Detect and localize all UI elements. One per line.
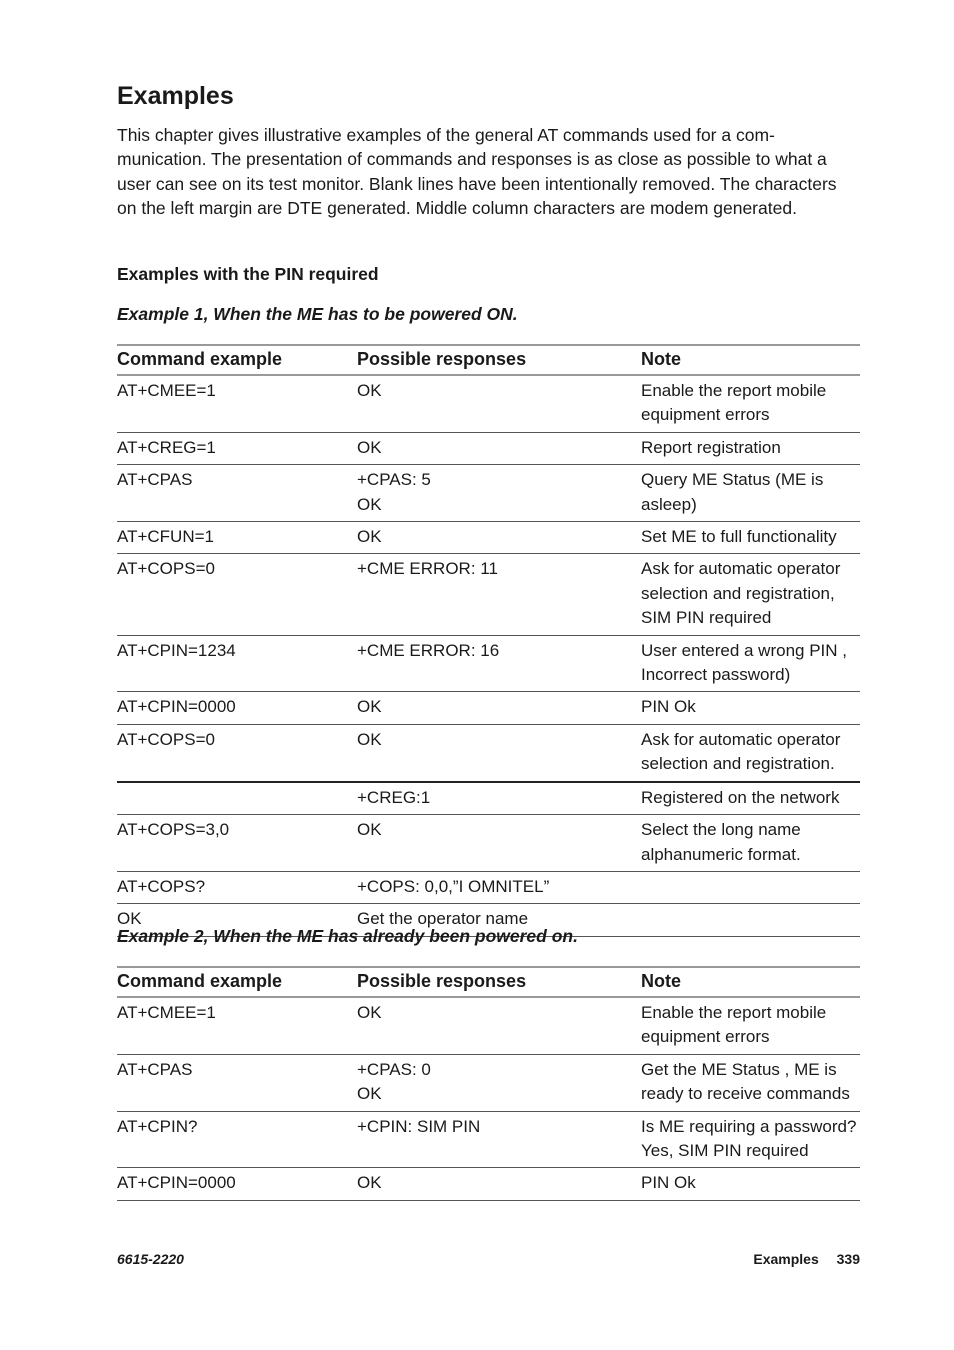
- table-row: [117, 432, 860, 464]
- command-cell: AT+CPIN?: [117, 1111, 357, 1168]
- table-row: [117, 871, 860, 903]
- response-cell: +CME ERROR: 16: [357, 635, 641, 692]
- column-header: Command example: [117, 967, 357, 997]
- table-row: [117, 1111, 860, 1168]
- table-header-row: [117, 345, 860, 375]
- example1-table: [117, 344, 860, 937]
- response-cell: OK: [357, 815, 641, 872]
- note-cell: Enable the report mobile equipment errors: [641, 997, 860, 1054]
- command-cell: AT+CPAS: [117, 1054, 357, 1111]
- example2-caption: Example 2, When the ME has already been powered on.: [117, 926, 578, 946]
- note-cell: Query ME Status (ME is asleep): [641, 465, 860, 522]
- note-cell: Select the long name alphanumeric format.: [641, 815, 860, 872]
- command-cell: AT+CMEE=1: [117, 375, 357, 432]
- response-cell: OK: [357, 432, 641, 464]
- command-cell: AT+CPIN=0000: [117, 1168, 357, 1200]
- table-row: [117, 782, 860, 815]
- example1-caption: Example 1, When the ME has to be powered ON.: [117, 304, 518, 324]
- command-cell: AT+COPS=0: [117, 554, 357, 635]
- response-cell: +CME ERROR: 11: [357, 554, 641, 635]
- table-row: [117, 1054, 860, 1111]
- table-row: [117, 1168, 860, 1200]
- command-cell: AT+CFUN=1: [117, 522, 357, 554]
- response-cell: OK: [357, 997, 641, 1054]
- response-cell: OK: [357, 375, 641, 432]
- footer-right: [739, 1251, 860, 1267]
- column-header: Command example: [117, 345, 357, 375]
- note-cell: Get the ME Status , ME is ready to receive commands: [641, 1054, 860, 1111]
- table-row: [117, 997, 860, 1054]
- footer-section: Examples: [753, 1251, 819, 1267]
- response-cell: +CPIN: SIM PIN: [357, 1111, 641, 1168]
- command-cell: OK: [117, 904, 357, 936]
- section-subheading: Examples with the PIN required: [117, 264, 379, 284]
- response-cell: OK: [357, 692, 641, 724]
- response-cell: +CPAS: 5 OK: [357, 465, 641, 522]
- command-cell: AT+CREG=1: [117, 432, 357, 464]
- response-cell: OK: [357, 522, 641, 554]
- note-cell: Set ME to full functionality: [641, 522, 860, 554]
- table-row: [117, 375, 860, 432]
- table-header-row: [117, 967, 860, 997]
- note-cell: Registered on the network: [641, 782, 860, 815]
- column-header: Possible responses: [357, 345, 641, 375]
- note-cell: [641, 871, 860, 903]
- note-cell: User entered a wrong PIN , Incorrect password): [641, 635, 860, 692]
- command-cell: AT+CPIN=1234: [117, 635, 357, 692]
- command-cell: AT+COPS?: [117, 871, 357, 903]
- command-cell: [117, 782, 357, 815]
- column-header: Note: [641, 345, 860, 375]
- page-number: 339: [836, 1251, 860, 1267]
- response-cell: Get the operator name: [357, 904, 641, 936]
- note-cell: Ask for automatic operator selection and registration, SIM PIN required: [641, 554, 860, 635]
- note-cell: Is ME requiring a password? Yes, SIM PIN required: [641, 1111, 860, 1168]
- column-header: Possible responses: [357, 967, 641, 997]
- table-row: [117, 635, 860, 692]
- command-cell: AT+COPS=0: [117, 724, 357, 781]
- note-cell: [641, 904, 860, 936]
- note-cell: Ask for automatic operator selection and registration.: [641, 724, 860, 781]
- note-cell: Enable the report mobile equipment errors: [641, 375, 860, 432]
- response-cell: +COPS: 0,0,”I OMNITEL”: [357, 871, 641, 903]
- command-cell: AT+COPS=3,0: [117, 815, 357, 872]
- example2-table: [117, 966, 860, 1201]
- command-cell: AT+CMEE=1: [117, 997, 357, 1054]
- note-cell: PIN Ok: [641, 692, 860, 724]
- response-cell: +CREG:1: [357, 782, 641, 815]
- table-row: [117, 465, 860, 522]
- column-header: Note: [641, 967, 860, 997]
- table-row: [117, 692, 860, 724]
- document-code: 6615-2220: [117, 1251, 184, 1267]
- command-cell: AT+CPAS: [117, 465, 357, 522]
- table-row: [117, 815, 860, 872]
- response-cell: OK: [357, 724, 641, 781]
- response-cell: OK: [357, 1168, 641, 1200]
- page-title: Examples: [117, 82, 234, 110]
- table-row: [117, 724, 860, 781]
- response-cell: +CPAS: 0 OK: [357, 1054, 641, 1111]
- command-cell: AT+CPIN=0000: [117, 692, 357, 724]
- note-cell: Report registration: [641, 432, 860, 464]
- intro-paragraph: This chapter gives illustrative examples of the general AT commands used for a com-munication. The presentation of commands and responses is as close as possible to what a user can see on its test monitor. Blank lines have been intentionally removed. The characters on the left margin are DTE generated. Middle column characters are modem generated.: [117, 125, 837, 219]
- table-row: [117, 554, 860, 635]
- table-row: [117, 522, 860, 554]
- note-cell: PIN Ok: [641, 1168, 860, 1200]
